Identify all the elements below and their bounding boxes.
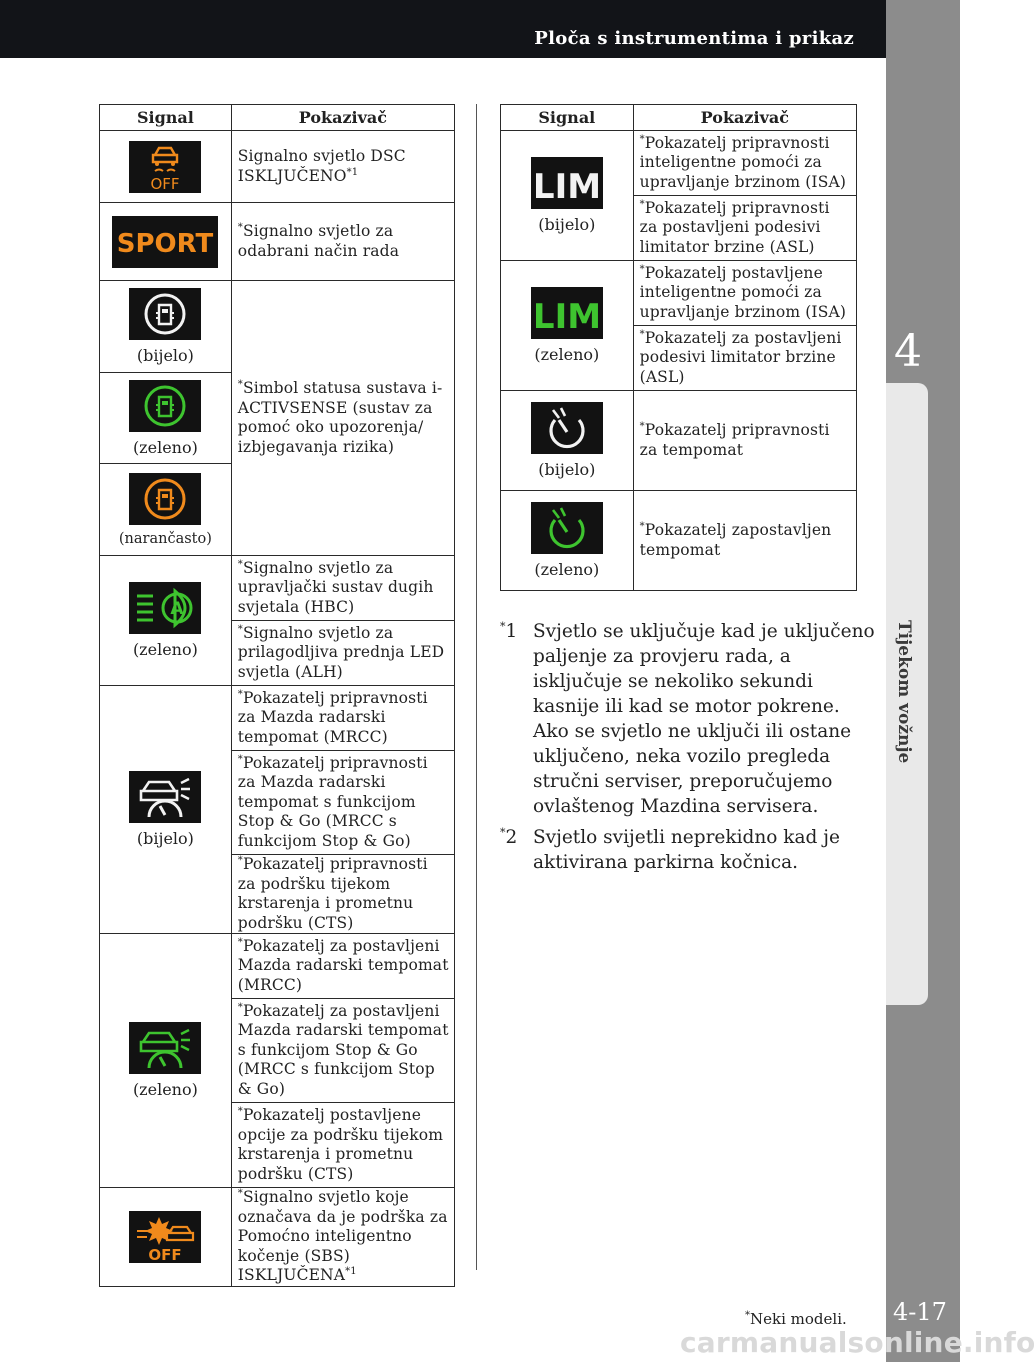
- mrcc-white-description-1: *Pokazatelj pripravnosti za Mazda radarski tempomat (MRCC): [231, 686, 454, 751]
- svg-text:A: A: [170, 599, 184, 619]
- signal-table-left: [99, 104, 455, 1287]
- lim-green-caption: (zeleno): [534, 345, 600, 364]
- page-number: 4-17: [893, 1298, 947, 1326]
- sport-signal-cell: [100, 203, 232, 281]
- lim-white-description-1: *Pokazatelj pripravnosti inteligentne pomoći za upravljanje brzinom (ISA): [633, 131, 856, 196]
- lim-white-caption: (bijelo): [538, 215, 596, 234]
- mrcc-white-description-3: *Pokazatelj pripravnosti za podršku tijekom krstarenja i prometnu podršku (CTS): [231, 855, 454, 934]
- mrcc-green-description-1: *Pokazatelj za postavljeni Mazda radarski tempomat (MRCC): [231, 934, 454, 999]
- lim-green-cell: [501, 261, 634, 391]
- cruise-green-caption: (zeleno): [534, 560, 600, 579]
- note-1-key: *1: [500, 619, 518, 642]
- mrcc-green-icon: [129, 1022, 201, 1074]
- cruise-green-description: *Pokazatelj zapostavljen tempomat: [633, 491, 856, 591]
- note-2: [500, 825, 880, 875]
- cruise-green-icon: [531, 502, 603, 554]
- svg-text:LIM: LIM: [532, 297, 601, 337]
- col-header-indicator: Pokazivač: [231, 105, 454, 131]
- note-1: [500, 619, 880, 819]
- lim-green-description-1: *Pokazatelj postavljene inteligentne pomoći za upravljanje brzinom (ISA): [633, 261, 856, 326]
- mrcc-white-caption: (bijelo): [136, 829, 194, 848]
- col-header-indicator-right: Pokazivač: [633, 105, 856, 131]
- cruise-white-cell: [501, 391, 634, 491]
- mrcc-green-cell: [100, 934, 232, 1188]
- dsc-description: Signalno svjetlo DSC ISKLJUČENO$^{*1}$: [231, 131, 454, 203]
- alh-description: *Signalno svjetlo za prilagodljiva prednja LED svjetla (ALH): [231, 621, 454, 686]
- lim-green-icon: [531, 287, 603, 339]
- hbc-description: *Signalno svjetlo za upravljački sustav dugih svjetala (HBC): [231, 556, 454, 621]
- svg-text:OFF: OFF: [148, 1245, 183, 1264]
- svg-text:LIM: LIM: [532, 167, 601, 207]
- note-2-key: *2: [500, 825, 518, 848]
- iactivsense-description: *Simbol statusa sustava i-ACTIVSENSE (sustav za pomoć oko upozorenja/ izbjegavanja rizika): [231, 281, 454, 556]
- svg-text:SPORT: SPORT: [117, 228, 214, 259]
- col-header-signal: Signal: [100, 105, 232, 131]
- lim-green-description-2: *Pokazatelj za postavljeni podesivi limitator brzine (ASL): [633, 326, 856, 391]
- mrcc-green-description-2: *Pokazatelj za postavljeni Mazda radarski tempomat s funkcijom Stop & Go (MRCC s funkcijom Stop & Go): [231, 999, 454, 1103]
- svg-text:OFF: OFF: [150, 174, 180, 193]
- iactivsense-green-icon: [129, 380, 201, 432]
- mrcc-green-caption: (zeleno): [132, 1080, 198, 1099]
- cruise-white-icon: [531, 402, 603, 454]
- sport-icon: [112, 216, 218, 268]
- lim-white-icon: [531, 157, 603, 209]
- dsc-off-icon: [129, 141, 201, 193]
- mrcc-white-icon: [129, 771, 201, 823]
- cruise-white-caption: (bijelo): [538, 460, 596, 479]
- hbc-caption: (zeleno): [132, 640, 198, 659]
- mrcc-white-cell: [100, 686, 232, 934]
- page-title: Ploča s instrumentima i prikaz: [534, 28, 854, 49]
- hbc-signal-cell: [100, 556, 232, 686]
- signal-table-right: [500, 104, 857, 591]
- col-header-signal-right: Signal: [501, 105, 634, 131]
- mrcc-green-description-3: *Pokazatelj postavljene opcije za podršku tijekom krstarenja i prometnu podršku (CTS): [231, 1103, 454, 1188]
- lim-white-cell: [501, 131, 634, 261]
- sbs-description: *Signalno svjetlo koje označava da je podrška za Pomoćno inteligentno kočenje (SBS) ISKLJUČENA$^{*1}$: [231, 1188, 454, 1287]
- iactivsense-white-cell: [100, 281, 232, 373]
- hbc-icon: [129, 582, 201, 634]
- footnotes: [500, 619, 880, 881]
- column-divider: [476, 104, 477, 1270]
- watermark: carmanualsonline.info: [680, 1326, 1035, 1359]
- cruise-green-cell: [501, 491, 634, 591]
- iactivsense-white-caption: (bijelo): [136, 346, 194, 365]
- iactivsense-orange-cell: [100, 464, 232, 556]
- note-1-text: Svjetlo se uključuje kad je uključeno paljenje za provjeru rada, a isključuje se nekoliko sekundi kasnije ili kad se motor pokrene. Ako se svjetlo ne uključi ili ostane uključeno, neka vozilo pregleda stručni serviser, preporučujemo ovlaštenog Mazdina servisera.: [533, 621, 875, 817]
- sport-description: *Signalno svjetlo za odabrani način rada: [231, 203, 454, 281]
- mrcc-white-description-2: *Pokazatelj pripravnosti za Mazda radarski tempomat s funkcijom Stop & Go (MRCC s funkcijom Stop & Go): [231, 751, 454, 855]
- iactivsense-green-caption: (zeleno): [132, 437, 198, 457]
- note-2-text: Svjetlo svijetli neprekidno kad je aktivirana parkirna kočnica.: [533, 827, 840, 873]
- iactivsense-white-icon: [129, 288, 201, 340]
- chapter-label: Tijekom vožnje: [894, 620, 914, 764]
- cruise-white-description: *Pokazatelj pripravnosti za tempomat: [633, 391, 856, 491]
- iactivsense-orange-icon: [129, 473, 201, 525]
- sbs-signal-cell: [100, 1188, 232, 1287]
- lim-white-description-2: *Pokazatelj pripravnosti za postavljeni podesivi limitator brzine (ASL): [633, 196, 856, 261]
- iactivsense-orange-caption: (narančasto): [118, 530, 212, 547]
- sbs-off-icon: [129, 1211, 201, 1263]
- iactivsense-green-cell: [100, 373, 232, 464]
- dsc-signal-cell: [100, 131, 232, 203]
- models-footnote: *Neki modeli.: [745, 1310, 847, 1328]
- chapter-number: 4: [894, 326, 922, 377]
